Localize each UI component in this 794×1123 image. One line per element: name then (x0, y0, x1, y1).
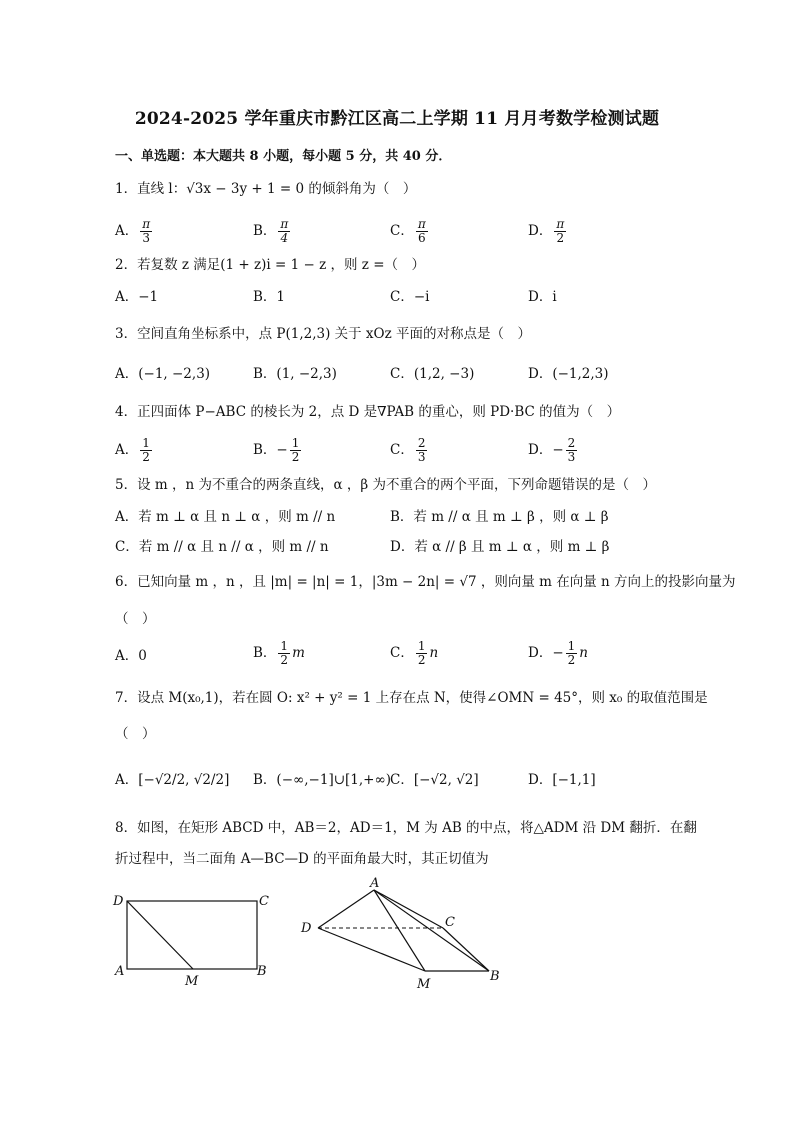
q6-option-b[interactable]: B． $\frac{1}{2}$ m (253, 639, 305, 667)
exam-title: 2024-2025 学年重庆市黔江区高二上学期 11 月月考数学检测试题 (134, 109, 660, 129)
question-6-stem-cont: （ ） (115, 611, 156, 627)
segment-da (318, 890, 374, 928)
question-1-stem: 1．直线 l：√3x − 3y + 1 = 0 的倾斜角为（ ） (115, 181, 417, 197)
question-7-stem: 7．设点 M(x₀,1)，若在圆 O: x² + y² = 1 上存在点 N，使得∠OMN = 45°，则 x₀ 的取值范围是 (115, 690, 708, 706)
figure-rectangle-abcd (105, 888, 285, 988)
label-c: C (445, 915, 455, 930)
label-b: B (257, 964, 267, 979)
q5-option-a[interactable]: A．若 m ⊥ α 且 n ⊥ α ，则 m // n (115, 509, 336, 525)
question-6-stem: 6．已知向量 m ，n ，且 |m| = |n| = 1，|3m − 2n| = √7 ，则向量 m 在向量 n 方向上的投影向量为 (115, 574, 736, 590)
label-a: A (370, 876, 380, 891)
label-a: A (115, 964, 125, 979)
q4-option-a[interactable]: A． $\frac{1}{2}$ (115, 436, 150, 464)
question-4-stem: 4．正四面体 P−ABC 的棱长为 2，点 D 是∇PAB 的重心，则 PD·BC 的值为（ ） (115, 404, 621, 420)
section-heading: 一、单选题：本大题共 8 小题，每小题 5 分，共 40 分． (115, 149, 452, 164)
q3-option-b[interactable]: B．(1, −2,3) (253, 366, 337, 382)
label-d: D (113, 894, 124, 909)
q2-option-d[interactable]: D．i (528, 289, 557, 305)
question-3-stem: 3．空间直角坐标系中，点 P(1,2,3) 关于 xOz 平面的对称点是（ ） (115, 326, 532, 342)
q5-option-d[interactable]: D．若 α // β 且 m ⊥ α ，则 m ⊥ β (390, 539, 610, 555)
q7-option-c[interactable]: C．[−√2, √2] (390, 772, 479, 788)
q1-option-d[interactable]: D． $\frac{\pi}{2}$ (528, 217, 565, 245)
q1-option-c[interactable]: C． $\frac{\pi}{6}$ (390, 217, 426, 245)
segment-ab (374, 890, 489, 971)
label-d: D (301, 921, 312, 936)
q7-option-b[interactable]: B．(−∞,−1]∪[1,+∞) (253, 772, 391, 788)
label-c: C (259, 894, 269, 909)
q3-option-c[interactable]: C．(1,2, −3) (390, 366, 475, 382)
q3-option-d[interactable]: D．(−1,2,3) (528, 366, 609, 382)
q1-option-b[interactable]: B． $\frac{\pi}{4}$ (253, 217, 289, 245)
question-2-stem: 2．若复数 z 满足(1 + z)i = 1 − z ，则 z =（ ） (115, 257, 426, 273)
q6-option-d[interactable]: D．− $\frac{1}{2}$ n (528, 639, 588, 667)
q7-option-a[interactable]: A．[−√2/2, √2/2] (115, 772, 230, 788)
q4-option-d[interactable]: D．− $\frac{2}{3}$ (528, 436, 576, 464)
label-b: B (490, 969, 500, 984)
q4-option-b[interactable]: B．− $\frac{1}{2}$ (253, 436, 300, 464)
q5-option-b[interactable]: B．若 m // α 且 m ⊥ β ，则 α ⊥ β (390, 509, 609, 525)
question-7-stem-cont: （ ） (115, 726, 156, 742)
q6-option-c[interactable]: C． $\frac{1}{2}$ n (390, 639, 439, 667)
label-m: M (417, 977, 431, 992)
q4-option-c[interactable]: C． $\frac{2}{3}$ (390, 436, 426, 464)
q2-option-b[interactable]: B．1 (253, 289, 286, 305)
segment-dm (318, 928, 425, 971)
label-m: M (185, 974, 199, 988)
question-5-stem: 5．设 m ，n 为不重合的两条直线，α ，β 为不重合的两个平面，下列命题错误的是（ ） (115, 477, 656, 493)
segment-am (374, 890, 425, 971)
q6-option-a[interactable]: A．0 (115, 648, 147, 664)
rectangle-outline (127, 901, 257, 969)
q3-option-a[interactable]: A．(−1, −2,3) (115, 366, 211, 382)
q1-option-a[interactable]: A． $\frac{\pi}{3}$ (115, 217, 151, 245)
q7-option-d[interactable]: D．[−1,1] (528, 772, 596, 788)
segment-dm (127, 901, 193, 969)
segment-ac (374, 890, 443, 928)
question-8-stem-cont: 折过程中，当二面角 A—BC—D 的平面角最大时，其正切值为 (115, 851, 489, 867)
q5-option-c[interactable]: C．若 m // α 且 n // α ，则 m // n (115, 539, 329, 555)
figure-folded-tetrahedron (295, 876, 515, 996)
q2-option-a[interactable]: A．−1 (115, 289, 159, 305)
q2-option-c[interactable]: C．−i (390, 289, 430, 305)
segment-cb (443, 928, 489, 971)
question-8-stem: 8．如图，在矩形 ABCD 中，AB＝2，AD＝1，M 为 AB 的中点，将△ADM 沿 DM 翻折．在翻 (115, 820, 697, 836)
